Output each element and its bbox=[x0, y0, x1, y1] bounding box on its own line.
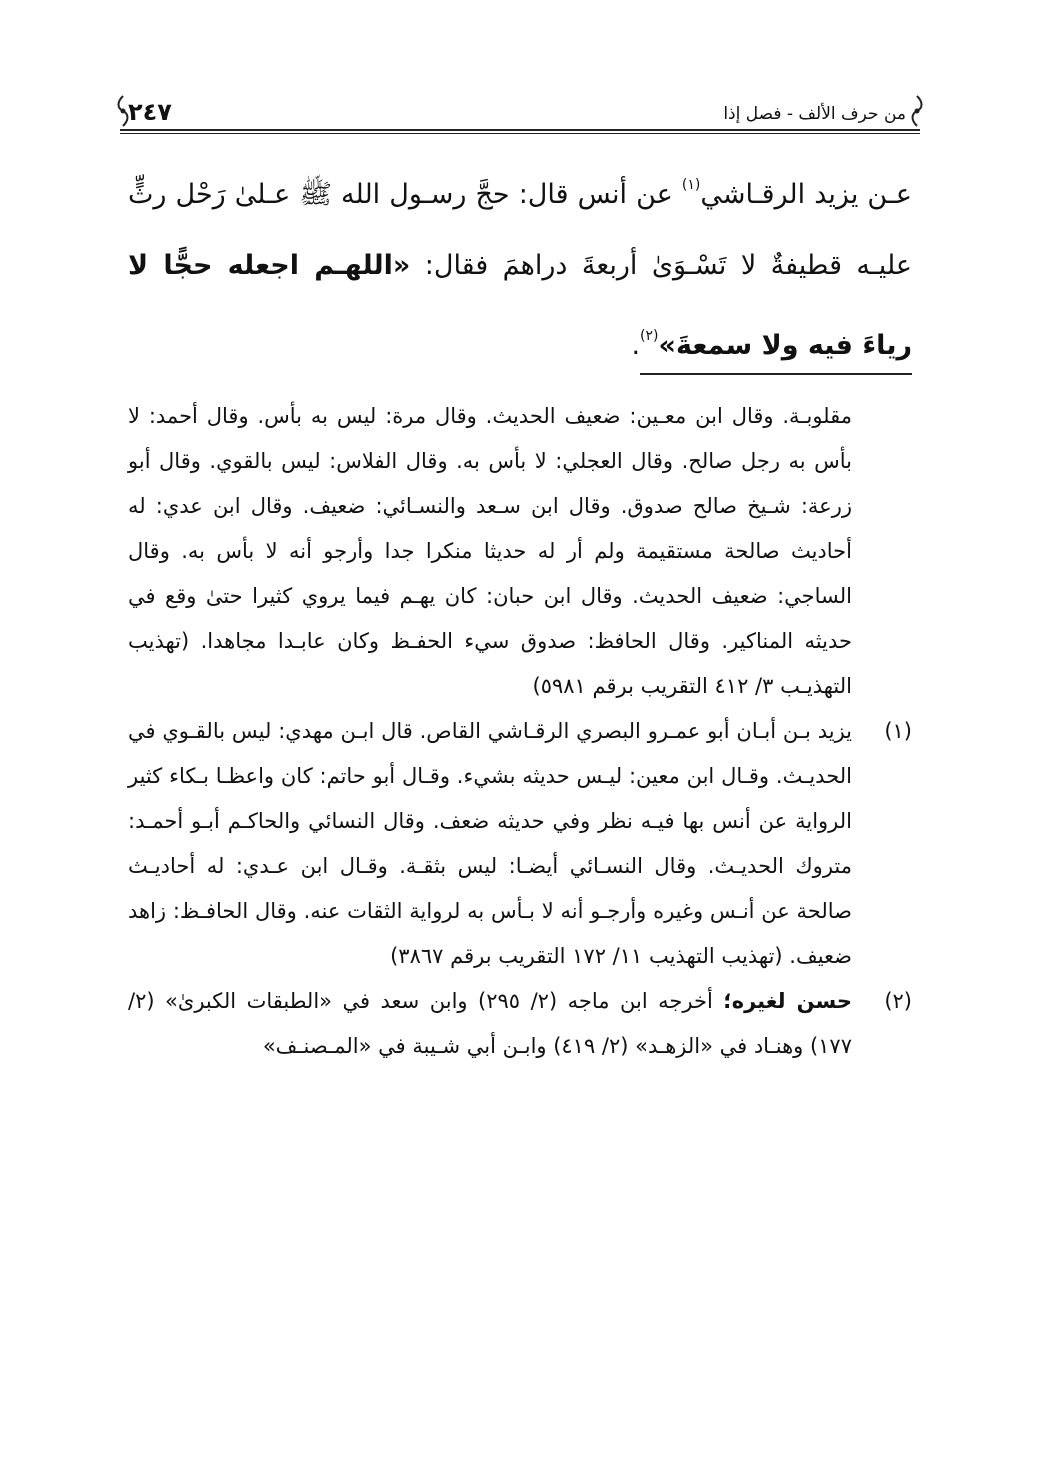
footnotes bbox=[128, 394, 912, 1069]
main-text-end: . bbox=[631, 330, 641, 361]
footnote-1-number: (١) bbox=[884, 719, 912, 743]
header-rule bbox=[120, 129, 920, 131]
footnote-2-number: (٢) bbox=[884, 989, 912, 1013]
main-text-part1: عـن يزيد الرقـاشي bbox=[700, 179, 912, 210]
running-title: من حرف الألف - فصل إذا bbox=[723, 104, 906, 124]
footnote-2-text: أخرجه ابن ماجه (٢/ ٢٩٥) وابن سعد في «الطبقات الكبرىٰ» (٢/ ١٧٧) وهنـاد في «الزهـد» (٢/ ٤١٩) وابـن أبي شـيبة في «المـصنـف» bbox=[128, 989, 852, 1058]
footnote-2 bbox=[128, 979, 912, 1069]
page-number: ٢٤٧ bbox=[128, 98, 172, 126]
footnote-ref-2[interactable]: (٢) bbox=[640, 328, 659, 344]
footnote-1-text: يزيد بـن أبـان أبو عمـرو البصري الرقـاشي القاص. قال ابـن مهدي: ليس بالقـوي في الحديـث. وقـال ابن معين: ليـس حديثه بشيء. وقـال أبو حاتم: كان واعظـا بـكاء كثير الرواية عن أنس بها فيـه نظر وفي حديثه ضعف. وقال النسائي والحاكـم أبـو أحمـد: متروك الحديـث. وقال النسـائي أيضـا: ليس بثقـة. وقـال ابن عـدي: له أحاديـث صالحة عن أنـس وغيره وأرجـو أنه لا بـأس به لرواية الثقات عنه. وقال الحافـظ: زاهد ضعيف. (تهذيب التهذيب ١١/ ١٧٢ التقريب برقم ٣٨٦٧) bbox=[128, 719, 852, 968]
footnote-1 bbox=[128, 709, 912, 979]
footnote-2-grade: حسن لغيره؛ bbox=[723, 989, 852, 1013]
header-rule-thin bbox=[120, 133, 920, 134]
footnote-ref-1[interactable]: (١) bbox=[681, 177, 701, 193]
ornament-right-icon bbox=[908, 94, 926, 128]
main-text-part2: عن أنس قال: حجَّ رسـول الله ﷺ عـلىٰ رَحْل رثٍّ عليـه قطيفةٌ لا تَسْـوَىٰ أربعةَ دراهمَ فقال: bbox=[128, 179, 912, 281]
hadith-quote: «اللهـم اجعله حجًّا لا رياءَ فيه ولا سمعةَ» bbox=[128, 250, 912, 361]
footnote-continuation: مقلوبـة. وقال ابن معـين: ضعيف الحديث. وقال مرة: ليس به بأس. وقال أحمد: لا بأس به رجل صالح. وقال العجلي: لا بأس به. وقال الفلاس: ليس بالقوي. وقال أبو زرعة: شـيخ صالح صدوق. وقال ابن سـعد والنسـائي: ضعيف. وقال ابن عدي: له أحاديث صالحة مستقيمة ولم أر له حديثا منكرا جدا وأرجو أنه لا بأس به. وقال الساجي: ضعيف الحديث. وقال ابن حبان: كان يهـم فيما يروي كثيرا حتىٰ وقع في حديثه المناكير. وقال الحافظ: صدوق سيء الحفـظ وكان عابـدا مجاهدا. (تهذيب التهذيـب ٣/ ٤١٢ التقريب برقم ٥٩٨١) bbox=[128, 404, 852, 698]
footnote-separator bbox=[640, 373, 912, 375]
main-text bbox=[128, 150, 912, 381]
page-header bbox=[120, 92, 920, 132]
